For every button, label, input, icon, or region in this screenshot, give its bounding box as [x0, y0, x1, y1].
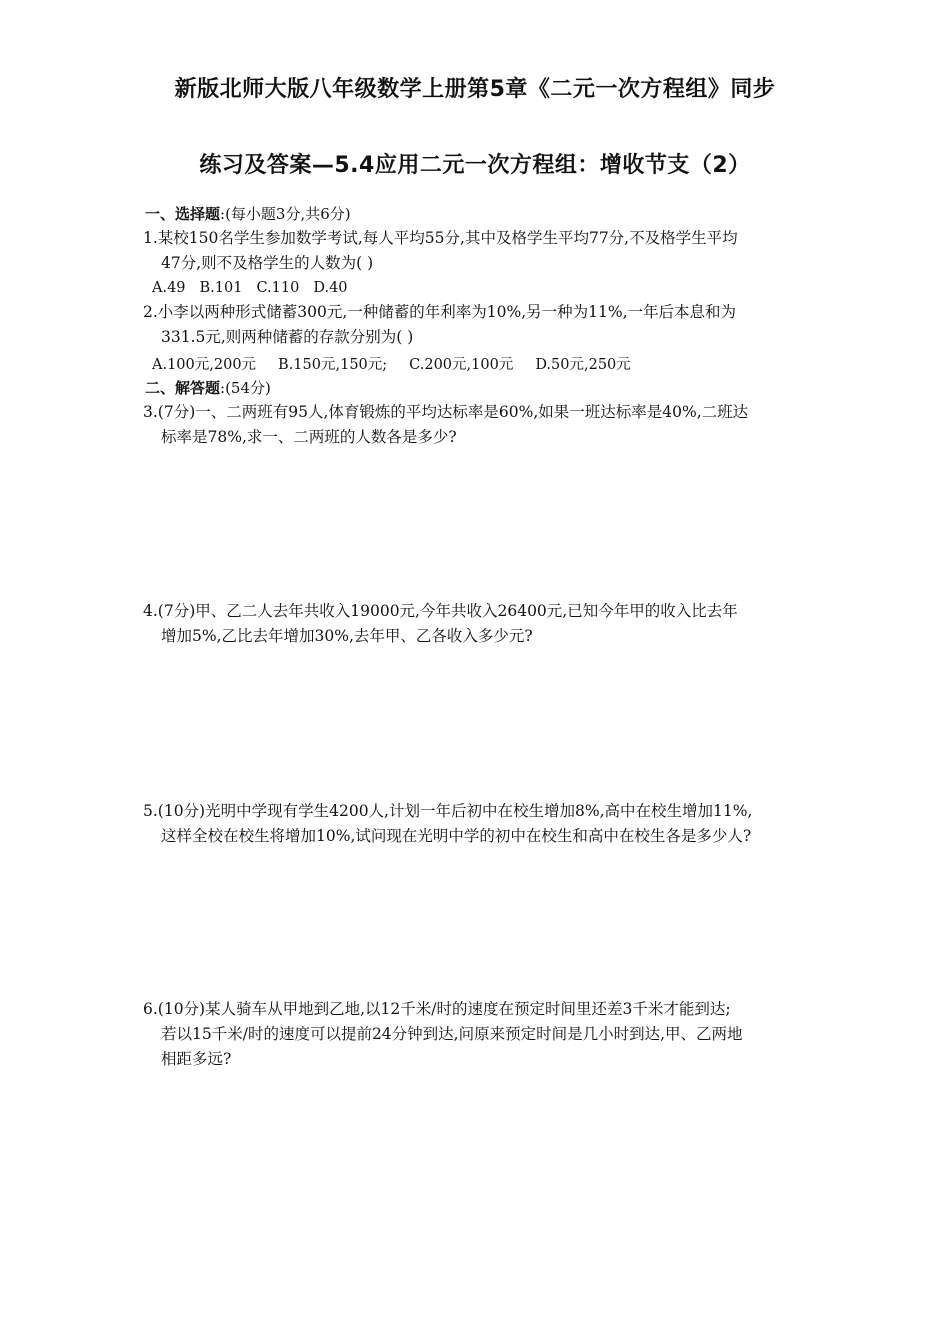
question-1-line-2: 47分,则不及格学生的人数为( )	[161, 254, 374, 272]
option-b: B.101	[199, 280, 243, 296]
section-problems-header	[145, 377, 271, 398]
question-3-line-1: 3.(7分)一、二两班有95人,体育锻炼的平均达标率是60%,如果一班达标率是40%,二班达	[143, 403, 749, 421]
question-3	[143, 400, 813, 450]
section-label: 一、选择题	[145, 205, 221, 223]
question-1	[143, 226, 813, 276]
section-note: :(每小题3分,共6分)	[220, 205, 351, 223]
option-c: C.110	[256, 280, 300, 296]
option-d: D.40	[313, 280, 348, 296]
section-multiple-choice-header	[145, 203, 351, 224]
page-title-line-2: 练习及答案—5.4应用二元一次方程组：增收节支（2）	[199, 153, 751, 178]
question-6-line-2: 若以15千米/时的速度可以提前24分钟到达,问原来预定时间是几小时到达,甲、乙两地	[161, 1025, 743, 1043]
question-6-line-1: 6.(10分)某人骑车从甲地到乙地,以12千米/时的速度在预定时间里还差3千米才能到达;	[143, 1000, 731, 1018]
question-2	[143, 300, 813, 350]
question-4	[143, 599, 813, 649]
question-1-line-1: 1.某校150名学生参加数学考试,每人平均55分,其中及格学生平均77分,不及格学生平均	[143, 229, 738, 247]
question-2-options	[152, 353, 653, 374]
question-2-line-1: 2.小李以两种形式储蓄300元,一种储蓄的年利率为10%,另一种为11%,一年后本息和为	[143, 303, 737, 321]
question-6	[143, 997, 813, 1072]
option-a: A.100元,200元	[152, 357, 257, 373]
question-5-line-1: 5.(10分)光明中学现有学生4200人,计划一年后初中在校生增加8%,高中在校生增加11%,	[143, 802, 753, 820]
option-a: A.49	[152, 280, 186, 296]
question-2-line-2: 331.5元,则两种储蓄的存款分别为( )	[161, 328, 414, 346]
question-4-line-1: 4.(7分)甲、乙二人去年共收入19000元,今年共收入26400元,已知今年甲的收入比去年	[143, 602, 738, 620]
question-4-line-2: 增加5%,乙比去年增加30%,去年甲、乙各收入多少元?	[161, 627, 533, 645]
question-6-line-3: 相距多远?	[161, 1050, 232, 1068]
page-title-line-1: 新版北师大版八年级数学上册第5章《二元一次方程组》同步	[174, 77, 776, 102]
question-1-options	[152, 280, 362, 296]
section-note: :(54分)	[220, 379, 271, 397]
section-label: 二、解答题	[145, 379, 221, 397]
question-3-line-2: 标率是78%,求一、二两班的人数各是多少?	[161, 428, 457, 446]
option-d: D.50元,250元	[535, 357, 631, 373]
option-b: B.150元,150元;	[278, 357, 388, 373]
question-5	[143, 799, 813, 849]
question-5-line-2: 这样全校在校生将增加10%,试问现在光明中学的初中在校生和高中在校生各是多少人?	[161, 827, 752, 845]
option-c: C.200元,100元	[409, 357, 514, 373]
